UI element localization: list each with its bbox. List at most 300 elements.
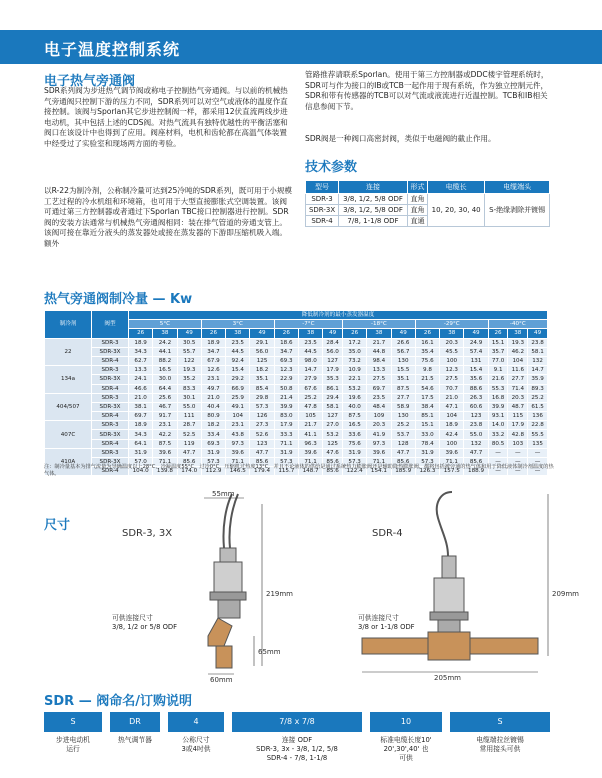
capacity-value-cell: 80.5 (488, 439, 508, 448)
capacity-value-cell: — (508, 448, 528, 457)
capacity-value-cell: 38.1 (129, 402, 153, 411)
refrigerant-cell: 134a (45, 366, 92, 394)
capacity-value-cell: 67.6 (298, 384, 322, 393)
capacity-value-cell: 132 (464, 439, 488, 448)
capacity-value-cell: 146.5 (226, 467, 250, 476)
capacity-value-cell: 46.2 (508, 347, 528, 356)
valve-model-cell: SDR-3X (92, 375, 129, 384)
capacity-value-cell: 29.1 (250, 338, 274, 347)
capacity-value-cell: 23.1 (201, 375, 225, 384)
capacity-value-cell: 96.3 (298, 439, 322, 448)
evap-temp-cell: -29°C (415, 320, 488, 329)
capacity-value-cell: — (528, 448, 548, 457)
cond-temp-cell: 26 (274, 329, 298, 338)
cond-temp-cell: 49 (177, 329, 201, 338)
capacity-value-cell: 128 (391, 439, 415, 448)
capacity-value-cell: 154.1 (367, 467, 391, 476)
capacity-value-cell: 100 (440, 356, 464, 365)
capacity-value-cell: 40.0 (343, 402, 367, 411)
capacity-value-cell: 41.1 (298, 430, 322, 439)
tech-header: 电缆端头 (485, 181, 550, 194)
capacity-value-cell: 31.9 (274, 448, 298, 457)
capacity-value-cell: 71.1 (226, 458, 250, 467)
capacity-value-cell: 139.8 (153, 467, 177, 476)
capacity-value-cell: — (528, 458, 548, 467)
order-desc-s: 步进电动机 运行 (56, 736, 90, 753)
capacity-value-cell: 53.2 (323, 430, 343, 439)
capacity-value-cell: 71.1 (440, 458, 464, 467)
capacity-value-cell: 21.0 (440, 393, 464, 402)
capacity-value-cell: 27.3 (250, 421, 274, 430)
cond-temp-cell: 38 (367, 329, 391, 338)
cond-temp-cell: 49 (323, 329, 343, 338)
capacity-value-cell: 69.3 (201, 439, 225, 448)
model-label-b: SDR-4 (372, 528, 403, 539)
capacity-value-cell: 18.9 (201, 338, 225, 347)
capacity-value-cell: 26.6 (391, 338, 415, 347)
capacity-value-cell: 33.3 (274, 430, 298, 439)
valve-model-cell: SDR-4 (92, 384, 129, 393)
cond-temp-cell: 49 (250, 329, 274, 338)
table-row (45, 366, 548, 375)
capacity-value-cell: 157.5 (440, 467, 464, 476)
capacity-value-cell: 130 (391, 412, 415, 421)
capacity-value-cell: 131 (464, 356, 488, 365)
capacity-value-cell: 89.3 (528, 384, 548, 393)
capacity-value-cell: 56.7 (391, 347, 415, 356)
capacity-value-cell: 52.6 (250, 430, 274, 439)
cond-temp-cell: 38 (153, 329, 177, 338)
evap-temp-cell: -18°C (343, 320, 416, 329)
cond-temp-cell: 38 (508, 329, 528, 338)
capacity-value-cell: 126.3 (415, 467, 439, 476)
capacity-value-cell: — (488, 467, 508, 476)
capacity-value-cell: 42.4 (440, 430, 464, 439)
capacity-value-cell: 35.1 (250, 375, 274, 384)
capacity-value-cell: 85.6 (250, 458, 274, 467)
capacity-value-cell: 87.5 (391, 384, 415, 393)
capacity-value-cell: 126 (250, 412, 274, 421)
capacity-value-cell: 80.9 (201, 412, 225, 421)
evap-temp-cell: -7°C (274, 320, 342, 329)
capacity-value-cell: 39.6 (440, 448, 464, 457)
capacity-value-cell: 86.1 (323, 384, 343, 393)
capacity-value-cell: 17.9 (274, 421, 298, 430)
capacity-value-cell: 87.5 (153, 439, 177, 448)
table-row (45, 384, 548, 393)
capacity-value-cell: 85.1 (415, 412, 439, 421)
capacity-value-cell: 28.4 (323, 338, 343, 347)
capacity-value-cell: 12.3 (274, 366, 298, 375)
capacity-value-cell: 9.8 (415, 366, 439, 375)
valve-model-cell: SDR-3 (92, 448, 129, 457)
capacity-value-cell: 85.6 (323, 458, 343, 467)
capacity-value-cell: 16.5 (153, 366, 177, 375)
capacity-value-cell: 41.9 (367, 430, 391, 439)
capacity-value-cell: 21.7 (298, 421, 322, 430)
capacity-value-cell: 17.9 (508, 421, 528, 430)
capacity-value-cell: 47.7 (250, 448, 274, 457)
valve-model-cell: SDR-3 (92, 366, 129, 375)
dim-209-label: 209mm (552, 590, 579, 598)
capacity-value-cell: 42.8 (508, 430, 528, 439)
page-header (0, 0, 602, 66)
capacity-value-cell: 25.2 (391, 421, 415, 430)
capacity-value-cell: 33.0 (415, 430, 439, 439)
capacity-value-cell: 98.0 (298, 356, 322, 365)
capacity-value-cell: 14.7 (298, 366, 322, 375)
capacity-value-cell: 30.0 (153, 375, 177, 384)
capacity-value-cell: 188.9 (464, 467, 488, 476)
tech-header: 形式 (407, 181, 427, 194)
intro-paragraph-1: SDR系列阀为步进热气调节阀或称电子控制热气旁通阀。与以前的机械热气旁通阀只控制下游的压力不同，SDR系列可以对空气或液体的温度作直接控制。该阀与Sporlan其它步进控制阀一样，都采用12伏直流两线步进电动机，其中包括上述的CDS阀。对热气流具有独特优越性的平衡活塞和阀口在该设计中也得到了应用。阀座材料，电机和齿轮都在高温气体装置中经受过了实验室和现场两方面的考验。 (44, 86, 288, 148)
capacity-value-cell: 34.7 (201, 347, 225, 356)
capacity-value-cell: 57.3 (415, 458, 439, 467)
capacity-value-cell: 60.6 (464, 402, 488, 411)
order-desc-size: 公称尺寸 3或4吋供 (181, 736, 211, 753)
capacity-value-cell: 31.9 (129, 448, 153, 457)
capacity-value-cell: 45.5 (440, 347, 464, 356)
capacity-value-cell: 30.5 (177, 338, 201, 347)
capacity-value-cell: 70.7 (440, 384, 464, 393)
capacity-value-cell: 17.2 (343, 338, 367, 347)
capacity-value-cell: 40.4 (201, 402, 225, 411)
order-code-dr: DR (110, 712, 160, 732)
valve-model-cell: SDR-4 (92, 439, 129, 448)
capacity-value-cell: — (528, 467, 548, 476)
capacity-value-cell: 83.3 (177, 384, 201, 393)
capacity-value-cell: 21.5 (415, 375, 439, 384)
capacity-value-cell: 69.3 (274, 356, 298, 365)
valve-model-cell: SDR-4 (92, 356, 129, 365)
evap-temp-cell: -40°C (488, 320, 547, 329)
cond-temp-cell: 49 (464, 329, 488, 338)
valve-model-cell: SDR-4 (92, 467, 129, 476)
intro-paragraph-2: 以R-22为制冷剂，公称制冷量可达到25冷吨的SDR系列，既可用于小规模工艺过程的冷水机组和环境箱，也可用于大型直接膨胀式空调装置。该阀可通过第三方控制器或者通过下Sporlan TBC接口控制器进行控制。SDR阀的安装方法通常与机械热气旁通阀相同：装在排气管道的旁通支管上。该阀可接在靠近分液头的蒸发器处或接在蒸发器的下游即压缩机吸入端。额外 (44, 186, 293, 248)
capacity-table (44, 310, 548, 476)
tech-title: 技术参数 (305, 160, 358, 175)
capacity-value-cell: 49.7 (201, 384, 225, 393)
capacity-value-cell: 122.4 (343, 467, 367, 476)
order-desc-cable: 标准电缆长度10' 20',30',40' 也 可供 (380, 736, 432, 762)
capacity-value-cell: 56.0 (250, 347, 274, 356)
tech-header: 型号 (306, 181, 339, 194)
table-row (45, 430, 548, 439)
capacity-value-cell: 35.3 (323, 375, 343, 384)
capacity-value-cell: 48.7 (508, 402, 528, 411)
capacity-value-cell: 43.8 (226, 430, 250, 439)
capacity-value-cell: 26.3 (464, 393, 488, 402)
capacity-value-cell: 21.0 (129, 393, 153, 402)
capacity-value-cell: 29.4 (323, 393, 343, 402)
cond-temp-cell: 49 (391, 329, 415, 338)
capacity-value-cell: 71.4 (508, 384, 528, 393)
capacity-value-cell: 23.5 (226, 338, 250, 347)
capacity-value-cell: 35.6 (464, 375, 488, 384)
col2-paragraph-1: 管路推荐请联系Sporlan。使用于第三方控制器或DDC楼宇管理系统时，SDR可与作为接口的IB或TCB一起作用于现有系统，作为独立控制元件，SDR和带有传感器的TCB可以对气流或液流进行近温控制。TCB和IB相关信息参阅下节。 (305, 70, 549, 111)
capacity-value-cell: 23.1 (226, 421, 250, 430)
capacity-value-cell: 78.4 (415, 439, 439, 448)
evap-temp-header: 降低制冷剂的最小蒸发器温度 (129, 311, 548, 320)
capacity-value-cell: 47.1 (440, 402, 464, 411)
capacity-value-cell: 57.4 (464, 347, 488, 356)
table-row (45, 439, 548, 448)
capacity-value-cell: 21.0 (201, 393, 225, 402)
capacity-value-cell: 119 (177, 439, 201, 448)
capacity-value-cell: 62.7 (129, 356, 153, 365)
capacity-value-cell: 30.1 (177, 393, 201, 402)
capacity-value-cell: 31.9 (343, 448, 367, 457)
cond-temp-cell: 26 (415, 329, 439, 338)
capacity-value-cell: 21.6 (488, 375, 508, 384)
capacity-value-cell: 19.3 (177, 366, 201, 375)
capacity-value-cell: — (508, 467, 528, 476)
cond-temp-cell: 38 (298, 329, 322, 338)
capacity-value-cell: 22.9 (274, 375, 298, 384)
cond-temp-cell: 26 (201, 329, 225, 338)
capacity-value-cell: 23.8 (464, 421, 488, 430)
capacity-value-cell: 17.9 (323, 366, 343, 375)
capacity-value-cell: 23.5 (367, 393, 391, 402)
capacity-value-cell: 38.4 (415, 402, 439, 411)
capacity-value-cell: — (488, 448, 508, 457)
capacity-value-cell: 13.3 (129, 366, 153, 375)
capacity-value-cell: 47.7 (464, 448, 488, 457)
order-code-cable: 10 (370, 712, 442, 732)
capacity-value-cell: 15.4 (226, 366, 250, 375)
capacity-value-cell: 34.3 (129, 347, 153, 356)
capacity-value-cell: 104 (226, 412, 250, 421)
capacity-value-cell: 71.1 (298, 458, 322, 467)
valve-model-cell: SDR-3X (92, 347, 129, 356)
capacity-value-cell: 57.0 (129, 458, 153, 467)
drawing-sdr4 (352, 486, 579, 686)
capacity-value-cell: 71.1 (274, 439, 298, 448)
capacity-value-cell: 27.7 (508, 375, 528, 384)
capacity-value-cell: 127 (323, 356, 343, 365)
capacity-value-cell: 85.4 (250, 384, 274, 393)
capacity-value-cell: 115 (508, 412, 528, 421)
dim-65-label: 65mm (258, 648, 281, 656)
capacity-value-cell: 16.5 (343, 421, 367, 430)
capacity-value-cell: 58.9 (391, 402, 415, 411)
valve-model-cell: SDR-4 (92, 412, 129, 421)
cond-temp-cell: 49 (528, 329, 548, 338)
capacity-value-cell: 29.2 (226, 375, 250, 384)
capacity-value-cell: 104 (508, 356, 528, 365)
capacity-value-cell: 125 (250, 356, 274, 365)
capacity-value-cell: 27.7 (391, 393, 415, 402)
dim-219-label: 219mm (266, 590, 293, 598)
connection-note-b: 可供连接尺寸 3/8 or 1-1/8 ODF (358, 614, 415, 631)
capacity-value-cell: 25.6 (153, 393, 177, 402)
capacity-note: 注：制冷量基本为排气流量为导确温度以上28°C，冷凝温度55°C，过冷0°C，压缩机过热度13°C，并且不论液体的供给是通过系统热力膨胀阀还是辅助降热膨胀阀，都将包括被旁通的热气体和用于降低液体制冷剂温度的热气体。 (44, 464, 554, 477)
capacity-value-cell: 19.6 (343, 393, 367, 402)
capacity-value-cell: 83.0 (274, 412, 298, 421)
capacity-value-cell: 23.8 (528, 338, 548, 347)
capacity-value-cell: 20.3 (367, 421, 391, 430)
type-cell: 直角 (407, 205, 427, 216)
capacity-value-cell: 39.6 (226, 448, 250, 457)
table-row (45, 421, 548, 430)
table-row (45, 338, 548, 347)
connection-cell: 7/8, 1-1/8 ODF (339, 216, 408, 227)
model-cell: SDR-3 (306, 194, 339, 205)
capacity-value-cell: 9.1 (488, 366, 508, 375)
capacity-value-cell: 88.2 (153, 356, 177, 365)
capacity-value-cell: 57.3 (250, 402, 274, 411)
capacity-value-cell: 148.7 (298, 467, 322, 476)
table-row (306, 194, 550, 205)
capacity-value-cell: 12.3 (440, 366, 464, 375)
capacity-value-cell: 27.5 (440, 375, 464, 384)
capacity-value-cell: 58.1 (323, 402, 343, 411)
model-cell: SDR-4 (306, 216, 339, 227)
model-cell: SDR-3X (306, 205, 339, 216)
capacity-value-cell: 39.6 (298, 448, 322, 457)
capacity-value-cell: 31.9 (201, 448, 225, 457)
capacity-value-cell: 109 (367, 412, 391, 421)
capacity-value-cell: 10.9 (343, 366, 367, 375)
drawing-sdr3 (150, 486, 300, 686)
valve-model-cell: SDR-3 (92, 393, 129, 402)
capacity-value-cell: 12.6 (201, 366, 225, 375)
capacity-value-cell: 58.1 (528, 347, 548, 356)
capacity-value-cell: 54.6 (415, 384, 439, 393)
connection-cell: 3/8, 1/2, 5/8 ODF (339, 205, 408, 216)
capacity-value-cell: 57.3 (201, 458, 225, 467)
capacity-value-cell: 15.1 (488, 338, 508, 347)
capacity-title: 热气旁通阀制冷量 — Kw (44, 292, 193, 307)
capacity-value-cell: 47.7 (177, 448, 201, 457)
capacity-value-cell: 135 (528, 439, 548, 448)
capacity-value-cell: 85.6 (391, 458, 415, 467)
connection-note-a: 可供连接尺寸 3/8, 1/2 or 5/8 ODF (112, 614, 178, 631)
capacity-value-cell: 125 (323, 439, 343, 448)
connection-cell: 3/8, 1/2, 5/8 ODF (339, 194, 408, 205)
capacity-value-cell: 97.3 (226, 439, 250, 448)
capacity-value-cell: 103 (508, 439, 528, 448)
cond-temp-cell: 26 (343, 329, 367, 338)
capacity-value-cell: 44.5 (298, 347, 322, 356)
capacity-value-cell: 73.2 (343, 356, 367, 365)
capacity-value-cell: 19.3 (508, 338, 528, 347)
capacity-value-cell: 44.5 (226, 347, 250, 356)
capacity-value-cell: 46.6 (129, 384, 153, 393)
table-row (45, 402, 548, 411)
refrigerant-cell: 407C (45, 421, 92, 449)
capacity-value-cell: 23.1 (153, 421, 177, 430)
capacity-value-cell: 16.8 (488, 393, 508, 402)
capacity-value-cell: 33.6 (343, 430, 367, 439)
capacity-value-cell: 35.2 (177, 375, 201, 384)
capacity-value-cell: 25.9 (226, 393, 250, 402)
capacity-value-cell: 18.2 (250, 366, 274, 375)
valve-model-cell: SDR-3 (92, 338, 129, 347)
cable-length-cell: 10, 20, 30, 40 (428, 194, 485, 227)
model-label-a: SDR-3, 3X (122, 528, 173, 539)
capacity-value-cell: 21.7 (367, 338, 391, 347)
page-title: 电子温度控制系统 (44, 40, 181, 59)
capacity-value-cell: 179.4 (250, 467, 274, 476)
section-title-hotgas: 电子热气旁通阀 (44, 74, 136, 89)
cond-temp-cell: 26 (488, 329, 508, 338)
capacity-value-cell: 25.2 (528, 393, 548, 402)
order-title: SDR — 阀命名/订购说明 (44, 694, 192, 709)
type-cell: 直角 (407, 194, 427, 205)
capacity-value-cell: 27.9 (298, 375, 322, 384)
table-row (45, 356, 548, 365)
capacity-value-cell: 16.1 (415, 338, 439, 347)
capacity-value-cell: 111 (177, 412, 201, 421)
cond-temp-cell: 38 (440, 329, 464, 338)
capacity-value-cell: 98.4 (367, 356, 391, 365)
capacity-value-cell: — (508, 458, 528, 467)
capacity-value-cell: 39.9 (488, 402, 508, 411)
capacity-value-cell: 115.7 (274, 467, 298, 476)
capacity-value-cell: 34.3 (129, 430, 153, 439)
table-row (45, 412, 548, 421)
capacity-value-cell: 112.9 (201, 467, 225, 476)
capacity-value-cell: 20.3 (440, 338, 464, 347)
capacity-value-cell: 18.9 (129, 338, 153, 347)
capacity-value-cell: 92.4 (226, 356, 250, 365)
dim-55-label: 55mm (212, 490, 235, 498)
capacity-value-cell: 47.7 (391, 448, 415, 457)
capacity-value-cell: 14.7 (528, 366, 548, 375)
capacity-value-cell: 15.4 (464, 366, 488, 375)
capacity-value-cell: 31.9 (415, 448, 439, 457)
capacity-value-cell: 18.6 (274, 338, 298, 347)
valve-header: 阀型 (92, 311, 129, 339)
capacity-value-cell: 85.6 (323, 467, 343, 476)
capacity-value-cell: 22.8 (528, 421, 548, 430)
capacity-value-cell: 39.9 (274, 402, 298, 411)
capacity-value-cell: 69.7 (367, 384, 391, 393)
type-cell: 直通 (407, 216, 427, 227)
capacity-value-cell: 87.5 (343, 412, 367, 421)
capacity-value-cell: 88.6 (464, 384, 488, 393)
col2-paragraph-2: SDR阀是一种阀口高密封阀，类似于电磁阀的截止作用。 (305, 134, 496, 143)
capacity-value-cell: 47.6 (323, 448, 343, 457)
capacity-value-cell: 39.6 (153, 448, 177, 457)
capacity-value-cell: 69.7 (129, 412, 153, 421)
capacity-value-cell: 14.0 (488, 421, 508, 430)
capacity-value-cell: 123 (250, 439, 274, 448)
capacity-value-cell: 11.6 (508, 366, 528, 375)
order-code-size: 4 (168, 712, 224, 732)
capacity-value-cell: 17.5 (415, 393, 439, 402)
capacity-value-cell: 22.1 (343, 375, 367, 384)
capacity-value-cell: 53.2 (343, 384, 367, 393)
capacity-value-cell: 91.7 (153, 412, 177, 421)
capacity-value-cell: 35.4 (415, 347, 439, 356)
capacity-value-cell: 55.5 (528, 430, 548, 439)
tech-table (305, 180, 550, 227)
valve-model-cell: SDR-3 (92, 421, 129, 430)
table-row (45, 393, 548, 402)
capacity-value-cell: 47.8 (298, 402, 322, 411)
capacity-value-cell: 18.9 (440, 421, 464, 430)
capacity-value-cell: 29.8 (250, 393, 274, 402)
capacity-value-cell: 93.1 (488, 412, 508, 421)
capacity-value-cell: 100 (440, 439, 464, 448)
capacity-value-cell: 13.3 (367, 366, 391, 375)
table-row (45, 448, 548, 457)
order-desc-end: 电缆端拉丝镀锡 常用接头可供 (476, 736, 524, 753)
capacity-value-cell: 85.6 (177, 458, 201, 467)
capacity-value-cell: 75.6 (415, 356, 439, 365)
